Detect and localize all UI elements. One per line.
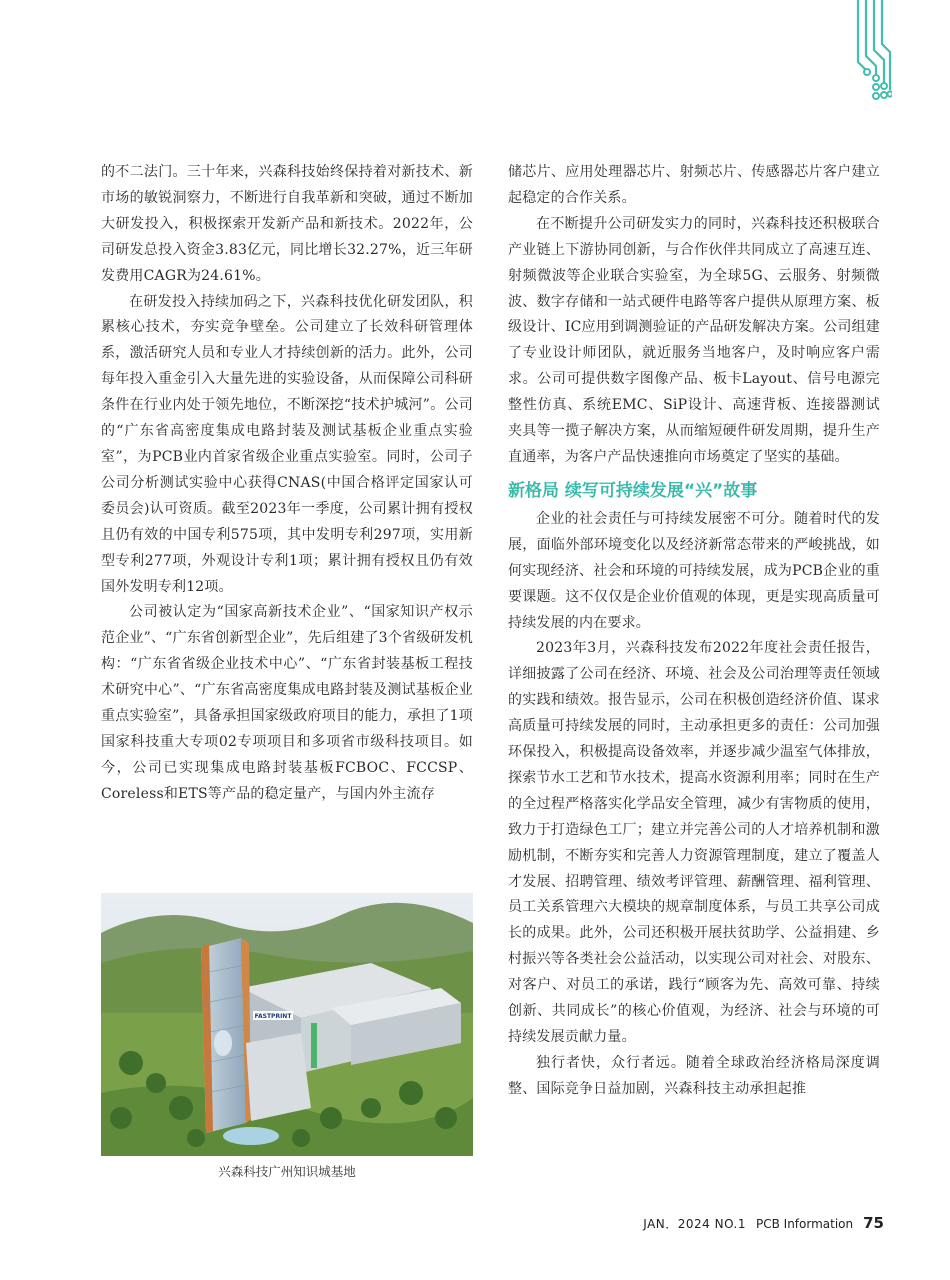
body-paragraph: 独行者快，众行者远。随着全球政治经济格局深度调整、国际竞争日益加剧，兴森科技主动承担起推 — [508, 1054, 880, 1097]
issue-label: JAN．2024 NO.1 — [643, 1217, 746, 1231]
body-paragraph: 企业的社会责任与可持续发展密不可分。随着时代的发展，面临外部环境变化以及经济新常态带来的严峻挑战，如何实现经济、社会和环境的可持续发展，成为PCB企业的重要课题。这不仅仅是企业价值观的体现，更是实现高质量可持续发展的内在要求。 — [508, 510, 880, 631]
body-paragraph: 2023年3月，兴森科技发布2022年度社会责任报告，详细披露了公司在经济、环境、社会及公司治理等责任领域的实践和绩效。报告显示，公司在积极创造经济价值、谋求高质量可持续发展的同时，主动承担更多的责任：公司加强环保投入，积极提高设备效率，并逐步减少温室气体排放，探索节水工艺和节水技术，提高水资源利用率；同时在生产的全过程严格落实化学品安全管理，减少有害物质的使用，致力于打造绿色工厂；建立并完善公司的人才培养机制和激励机制，不断夯实和完善人力资源管理制度，建立了覆盖人才发展、招聘管理、绩效考评管理、薪酬管理、福利管理、员工关系管理六大模块的规章制度体系，与员工共享公司成长的成果。此外，公司还积极开展扶贫助学、公益捐建、乡村振兴等各类社会公益活动，以实现公司对社会、对股东、对客户、对员工的承诺，践行“顾客为先、高效可靠、持续创新、共同成长”的核心价值观，为经济、社会与环境的可持续发展贡献力量。 — [508, 640, 880, 1045]
circuit-trace-icon — [852, 0, 892, 110]
right-column — [508, 160, 880, 1103]
campus-aerial-photo — [101, 893, 473, 1156]
left-column — [101, 160, 473, 808]
building-sign: FASTPRINT — [254, 1013, 292, 1020]
magazine-name: PCB Information — [756, 1217, 854, 1231]
body-paragraph: 的不二法门。三十年来，兴森科技始终保持着对新技术、新市场的敏锐洞察力，不断进行自我革新和突破，通过不断加大研发投入，积极探索开发新产品和新技术。2022年，公司研发总投入资金3.83亿元，同比增长32.27%，近三年研发费用CAGR为24.61%。 — [101, 164, 473, 284]
body-paragraph: 在不断提升公司研发实力的同时，兴森科技还积极联合产业链上下游协同创新，与合作伙伴共同成立了高速互连、射频微波等企业联合实验室，为全球5G、云服务、射频微波、数字存储和一站式硬件电路等客户提供从原理方案、板级设计、IC应用到调测验证的产品研发解决方案。公司组建了专业设计师团队，就近服务当地客户，及时响应客户需求。公司可提供数字图像产品、板卡Layout、信号电源完整性仿真、系统EMC、SiP设计、高速背板、连接器测试夹具等一揽子解决方案，从而缩短硬件研发周期，提升生产直通率，为客户产品快速推向市场奠定了坚实的基础。 — [508, 215, 880, 465]
body-paragraph: 在研发投入持续加码之下，兴森科技优化研发团队，积累核心技术，夯实竞争壁垒。公司建立了长效科研管理体系，激活研究人员和专业人才持续创新的活力。此外，公司每年投入重金引入大量先进的实验设备，从而保障公司科研条件在行业内处于领先地位，不断深挖“技术护城河”。公司的“广东省高密度集成电路封装及测试基板企业重点实验室”，为PCB业内首家省级企业重点实验室。同时，公司子公司分析测试实验中心获得CNAS(中国合格评定国家认可委员会)认可资质。截至2023年一季度，公司累计拥有授权且仍有效的中国专利575项，其中发明专利297项，实用新型专利277项，外观设计专利1项；累计拥有授权且仍有效国外发明专利12项。 — [101, 293, 473, 595]
photo-caption: 兴森科技广州知识城基地 — [218, 1164, 356, 1179]
page-footer — [643, 1214, 884, 1236]
body-paragraph: 公司被认定为“国家高新技术企业”、“国家知识产权示范企业”、“广东省创新型企业”，先后组建了3个省级研发机构：“广东省省级企业技术中心”、“广东省封装基板工程技术研究中心”、“广东省高密度集成电路封装及测试基板企业重点实验室”，具备承担国家级政府项目的能力，承担了1项国家科技重大专项02专项项目和多项省市级科技项目。如今，公司已实现集成电路封装基板FCBOC、FCCSP、Coreless和ETS等产品的稳定量产，与国内外主流存 — [101, 604, 473, 802]
body-paragraph: 储芯片、应用处理器芯片、射频芯片、传感器芯片客户建立起稳定的合作关系。 — [508, 164, 880, 206]
section-heading: 新格局 续写可持续发展“兴”故事 — [508, 480, 758, 501]
page-number: 75 — [863, 1214, 884, 1232]
